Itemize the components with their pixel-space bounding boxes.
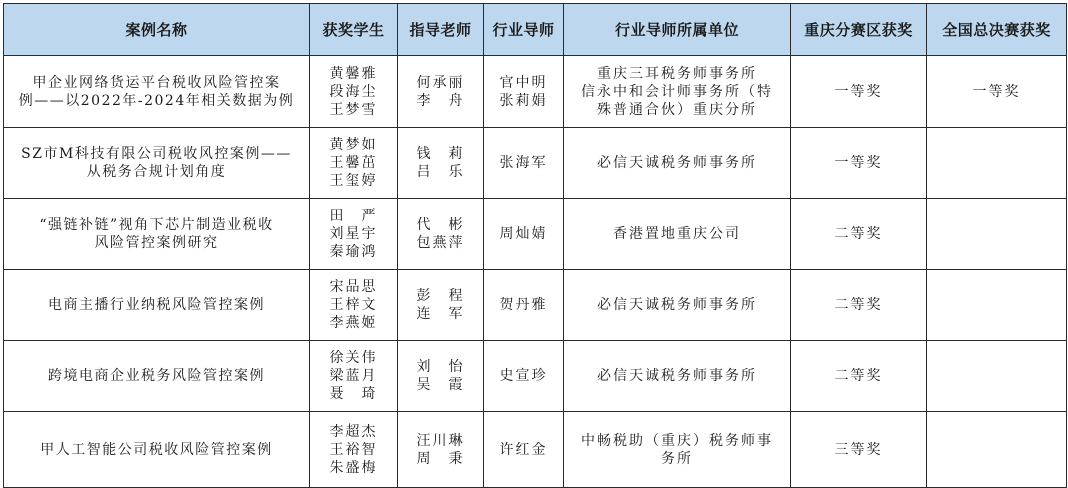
chongqing-award-cell: 三等奖 xyxy=(791,412,927,488)
header-advisors: 指导老师 xyxy=(398,4,484,56)
mentor-organization-line: 必信天诚税务师事务所 xyxy=(597,297,757,313)
students-line: 刘星宇 xyxy=(329,226,378,242)
students-line: 王梓文 xyxy=(329,297,378,313)
students-line: 宋品思 xyxy=(329,279,378,295)
case-name-line: 甲人工智能公司税收风险管控案例 xyxy=(40,441,273,458)
awards-table xyxy=(3,3,1067,488)
case-name-line: SZ市M科技有限公司税收风控案例—— xyxy=(21,146,292,162)
students-line: 黄梦如 xyxy=(329,137,378,153)
mentor-organization-cell xyxy=(564,128,791,199)
advisors-cell xyxy=(398,128,484,199)
students-line: 王裕智 xyxy=(329,441,378,458)
table-row xyxy=(4,270,1067,341)
students-line: 段海尘 xyxy=(329,83,378,100)
mentor-organization-cell xyxy=(564,341,791,412)
advisors-line: 何承丽 xyxy=(416,74,465,91)
students-line: 田 严 xyxy=(329,208,378,224)
students-cell xyxy=(310,412,398,488)
advisors-cell xyxy=(398,199,484,270)
mentor-organization-line: 必信天诚税务师事务所 xyxy=(597,368,757,384)
mentor-organization-cell xyxy=(564,270,791,341)
advisors-line: 吴 霞 xyxy=(416,377,465,393)
students-line: 朱盛梅 xyxy=(329,459,378,476)
students-line: 王梦雪 xyxy=(329,101,378,118)
mentor-organization-line: 中畅税助（重庆）税务师事 xyxy=(581,432,773,449)
header-students: 获奖学生 xyxy=(310,4,398,56)
case-name-line: 例——以2022年-2024年相关数据为例 xyxy=(18,92,295,109)
advisors-line: 刘 怡 xyxy=(416,359,465,375)
students-line: 黄馨雅 xyxy=(329,65,378,82)
table-row xyxy=(4,341,1067,412)
case-name-line: 从税务合规计划角度 xyxy=(86,164,227,180)
national-award-cell xyxy=(927,128,1067,199)
case-name-line: 电商主播行业纳税风险管控案例 xyxy=(48,297,265,313)
mentor-line: 周灿婧 xyxy=(499,226,548,242)
advisors-line: 钱 莉 xyxy=(416,146,465,162)
mentor-line: 贺丹雅 xyxy=(499,297,548,313)
mentor-line: 许红金 xyxy=(499,441,548,458)
students-line: 李燕姬 xyxy=(329,315,378,331)
chongqing-award-cell: 二等奖 xyxy=(791,199,927,270)
mentor-cell xyxy=(484,341,564,412)
students-line: 王馨茁 xyxy=(329,155,378,171)
mentor-organization-line: 重庆三耳税务师事务所 xyxy=(597,65,757,82)
advisors-line: 彭 程 xyxy=(416,288,465,304)
table-row xyxy=(4,412,1067,488)
mentor-cell xyxy=(484,128,564,199)
advisors-line: 吕 乐 xyxy=(416,164,465,180)
mentor-organization-line: 信永中和会计师事务所（特 xyxy=(581,83,773,100)
chongqing-award-cell: 二等奖 xyxy=(791,270,927,341)
case-name-line: 跨境电商企业税务风险管控案例 xyxy=(48,368,265,384)
chongqing-award-cell: 二等奖 xyxy=(791,341,927,412)
case-name xyxy=(4,270,310,341)
header-case-name: 案例名称 xyxy=(4,4,310,56)
table-header xyxy=(4,4,1067,56)
mentor-organization-cell xyxy=(564,199,791,270)
case-name xyxy=(4,56,310,128)
mentor-cell xyxy=(484,56,564,128)
chongqing-award-cell: 一等奖 xyxy=(791,128,927,199)
advisors-line: 汪川琳 xyxy=(416,432,465,449)
advisors-line: 代 彬 xyxy=(416,217,465,233)
header-mentor-organization: 行业导师所属单位 xyxy=(564,4,791,56)
advisors-line: 李 舟 xyxy=(416,92,465,109)
students-cell xyxy=(310,341,398,412)
advisors-cell xyxy=(398,412,484,488)
mentor-organization-line: 殊普通合伙）重庆分所 xyxy=(597,101,757,118)
national-award-cell xyxy=(927,199,1067,270)
mentor-organization-cell xyxy=(564,56,791,128)
advisors-line: 连 军 xyxy=(416,306,465,322)
students-line: 梁蓝月 xyxy=(329,368,378,384)
students-line: 徐关伟 xyxy=(329,350,378,366)
mentor-organization-line: 香港置地重庆公司 xyxy=(613,226,741,242)
case-name-line: 风险管控案例研究 xyxy=(94,235,219,251)
case-name-line: “强链补链”视角下芯片制造业税收 xyxy=(39,217,274,233)
students-line: 王玺婷 xyxy=(329,173,378,189)
mentor-organization-cell xyxy=(564,412,791,488)
advisors-cell xyxy=(398,270,484,341)
header-industry-mentor: 行业导师 xyxy=(484,4,564,56)
case-name xyxy=(4,341,310,412)
advisors-line: 包燕萍 xyxy=(416,235,465,251)
header-chongqing-award: 重庆分赛区获奖 xyxy=(791,4,927,56)
mentor-organization-line: 务所 xyxy=(661,450,693,467)
students-cell xyxy=(310,199,398,270)
header-row xyxy=(4,4,1067,56)
mentor-cell xyxy=(484,199,564,270)
mentor-cell xyxy=(484,412,564,488)
case-name xyxy=(4,128,310,199)
header-national-award: 全国总决赛获奖 xyxy=(927,4,1067,56)
students-line: 秦瑜鸿 xyxy=(329,244,378,260)
mentor-line: 史宣珍 xyxy=(499,368,548,384)
students-cell xyxy=(310,128,398,199)
mentor-organization-line: 必信天诚税务师事务所 xyxy=(597,155,757,171)
advisors-cell xyxy=(398,341,484,412)
students-line: 聂 琦 xyxy=(329,386,378,402)
mentor-line: 官中明 xyxy=(499,74,548,91)
table-row xyxy=(4,128,1067,199)
national-award-cell xyxy=(927,341,1067,412)
students-cell xyxy=(310,270,398,341)
table-row xyxy=(4,199,1067,270)
national-award-cell xyxy=(927,270,1067,341)
students-cell xyxy=(310,56,398,128)
mentor-cell xyxy=(484,270,564,341)
table-row xyxy=(4,56,1067,128)
case-name-line: 甲企业网络货运平台税收风险管控案 xyxy=(32,74,281,91)
advisors-cell xyxy=(398,56,484,128)
national-award-cell: 一等奖 xyxy=(927,56,1067,128)
table-body xyxy=(4,56,1067,488)
students-line: 李超杰 xyxy=(329,423,378,440)
case-name xyxy=(4,412,310,488)
mentor-line: 张莉娟 xyxy=(499,92,548,109)
chongqing-award-cell: 一等奖 xyxy=(791,56,927,128)
advisors-line: 周 秉 xyxy=(416,450,465,467)
case-name xyxy=(4,199,310,270)
mentor-line: 张海军 xyxy=(499,155,548,171)
national-award-cell xyxy=(927,412,1067,488)
